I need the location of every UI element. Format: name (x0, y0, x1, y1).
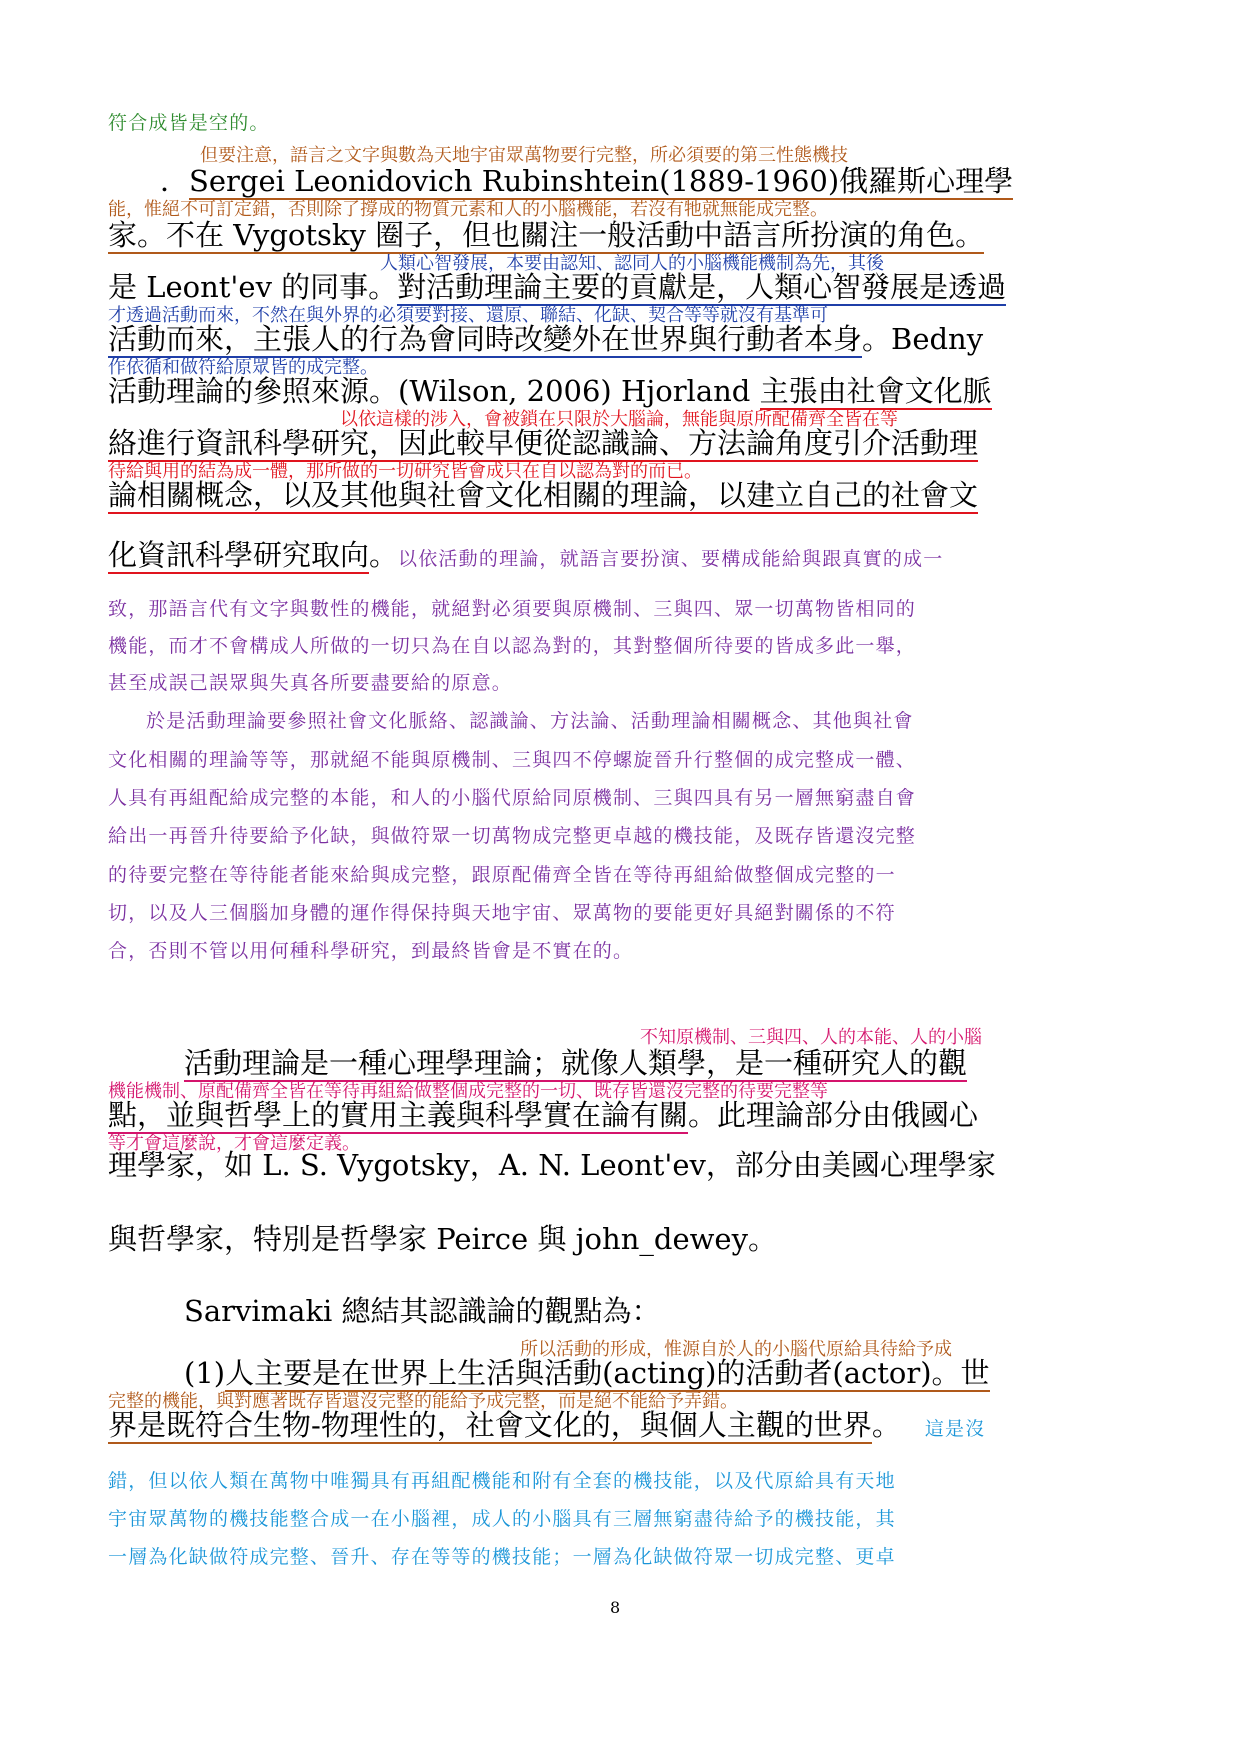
commentary-text: 以依活動的理論，就語言要扮演、要構成能給與跟真實的成一 (398, 548, 944, 570)
underlined-text: 活動而來，主張人的行為會同時改變外在世界與行動者本身 (108, 322, 863, 356)
commentary-line: 一層為化缺做符成完整、晉升、存在等等的機技能；一層為化缺做符眾一切成完整、更卓 (108, 1546, 896, 1568)
text-line (184, 1048, 967, 1078)
annotation: 所以活動的形成，惟源自於人的小腦代原給具待給予成 (520, 1339, 952, 1360)
annotation: 作依循和做符給原眾皆的成完整。 (108, 357, 378, 378)
text-line (160, 166, 1013, 196)
text-line (108, 1410, 985, 1440)
commentary-line: 致，那語言代有文字與數性的機能，就絕對必須要與原機制、三與四、眾一切萬物皆相同的 (108, 598, 917, 620)
underlined-text: 化資訊科學研究取向 (108, 538, 370, 572)
plain-text: 。此理論部分由俄國心 (688, 1098, 979, 1132)
underlined-text: 絡進行資訊科學研究，因此較早便從認識論、方法論角度引介活動理 (108, 426, 979, 460)
annotation: 以依這樣的涉入，會被鎖在只限於大腦論，無能與原所配備齊全皆在等 (340, 409, 898, 430)
plain-text: 。Bedny (862, 322, 984, 356)
text-line: 符合成皆是空的。 (108, 112, 270, 134)
commentary-line: 切，以及人三個腦加身體的運作得保持與天地宇宙、眾萬物的要能更好具絕對關係的不符 (108, 902, 896, 924)
text-line (184, 1358, 990, 1388)
annotation: 等才會這麼說，才會這麼定義。 (108, 1133, 360, 1154)
bullet: ． (160, 164, 190, 198)
plain-text: 是 Leont'ev 的同事。 (108, 270, 398, 304)
plain-text: 活動理論的參照來源。(Wilson, 2006) Hjorland (108, 374, 760, 408)
text-line (108, 376, 992, 406)
text-line (108, 1100, 978, 1130)
page-number: 8 (610, 1598, 621, 1617)
plain-text: 。 (369, 538, 399, 572)
commentary-line: 錯，但以依人類在萬物中唯獨具有再組配機能和附有全套的機技能，以及代原給具有天地 (108, 1470, 896, 1492)
text-line (108, 220, 984, 250)
annotation: 待給與用的結為成一體，那所做的一切研究皆會成只在自以認為對的而已。 (108, 461, 702, 482)
underlined-text: 點，並與哲學上的實用主義與科學實在論有關 (108, 1098, 689, 1132)
underlined-text: 主張由社會文化脈 (759, 374, 992, 408)
commentary-text: 這是沒 (924, 1418, 986, 1440)
text-line (108, 540, 943, 570)
underlined-text: 對活動理論主要的貢獻是，人類心智發展是透過 (397, 270, 1007, 304)
annotation: 完整的機能，與對應著既存皆還沒完整的能給予成完整，而是絕不能給予弄錯。 (108, 1391, 738, 1412)
text-line: 與哲學家，特別是哲學家 Peirce 與 john_dewey。 (108, 1222, 777, 1256)
commentary-line: 機能，而才不會構成人所做的一切只為在自以認為對的，其對整個所待要的皆成多此一舉， (108, 635, 917, 657)
underlined-text: 家。不在 Vygotsky 圈子，但也關注一般活動中語言所扮演的角色。 (108, 218, 985, 252)
underlined-text: Sergei Leonidovich Rubinshtein(1889-1960)俄羅斯心理學 (189, 164, 1014, 198)
plain-text: 。 (871, 1408, 901, 1442)
annotation: 但要注意，語言之文字與數為天地宇宙眾萬物要行完整，所必須要的第三性態機技 (200, 145, 848, 166)
commentary-line: 的待要完整在等待能者能來給與成完整，跟原配備齊全皆在等待再組給做整個成完整的一 (108, 864, 896, 886)
text-line (108, 480, 978, 510)
annotation: 才透過活動而來，不然在與外界的必須要對接、還原、聯結、化缺、契合等等就沒有基準可 (108, 305, 828, 326)
commentary-line: 文化相關的理論等等，那就絕不能與原機制、三與四不停螺旋晉升行整個的成完整成一體、 (108, 749, 917, 771)
commentary-line: 人具有再組配給成完整的本能，和人的小腦代原給同原機制、三與四具有另一層無窮盡自會 (108, 787, 917, 809)
underlined-text: 活動理論是一種心理學理論；就像人類學，是一種研究人的觀 (184, 1046, 968, 1080)
text-line: 理學家，如 L. S. Vygotsky，A. N. Leont'ev，部分由美國心理學家 (108, 1148, 996, 1182)
annotation: 機能機制、原配備齊全皆在等待再組給做整個成完整的一切、既存皆還沒完整的待要完整等 (108, 1081, 828, 1102)
commentary-line: 於是活動理論要參照社會文化脈絡、認識論、方法論、活動理論相關概念、其他與社會 (146, 710, 914, 732)
underlined-text: 人主要是在世界上生活與活動(acting)的活動者(actor)。世 (225, 1356, 990, 1390)
commentary-line: 甚至成誤己誤眾與失真各所要盡要給的原意。 (108, 672, 513, 694)
commentary-line: 合，否則不管以用何種科學研究，到最終皆會是不實在的。 (108, 940, 634, 962)
annotation: 人類心智發展，本要由認知、認同人的小腦機能機制為先，其後 (380, 253, 884, 274)
list-marker: (1) (184, 1356, 226, 1390)
text-line: Sarvimaki 總結其認識論的觀點為： (184, 1294, 661, 1328)
annotation: 能，惟絕不可訂定錯，否則除了撐成的物質元素和人的小腦機能，若沒有牠就無能成完整。 (108, 199, 828, 220)
annotation: 不知原機制、三與四、人的本能、人的小腦 (640, 1027, 982, 1048)
text-line (108, 324, 983, 354)
commentary-line: 宇宙眾萬物的機技能整合成一在小腦裡，成人的小腦具有三層無窮盡待給予的機技能，其 (108, 1508, 896, 1530)
underlined-text: 界是既符合生物-物理性的，社會文化的，與個人主觀的世界 (108, 1408, 872, 1442)
commentary-line: 給出一再晉升待要給予化缺，與做符眾一切萬物成完整更卓越的機技能，及既存皆還沒完整 (108, 825, 917, 847)
text-line (108, 428, 978, 458)
text-line (108, 272, 1006, 302)
underlined-text: 論相關概念，以及其他與社會文化相關的理論，以建立自己的社會文 (108, 478, 979, 512)
